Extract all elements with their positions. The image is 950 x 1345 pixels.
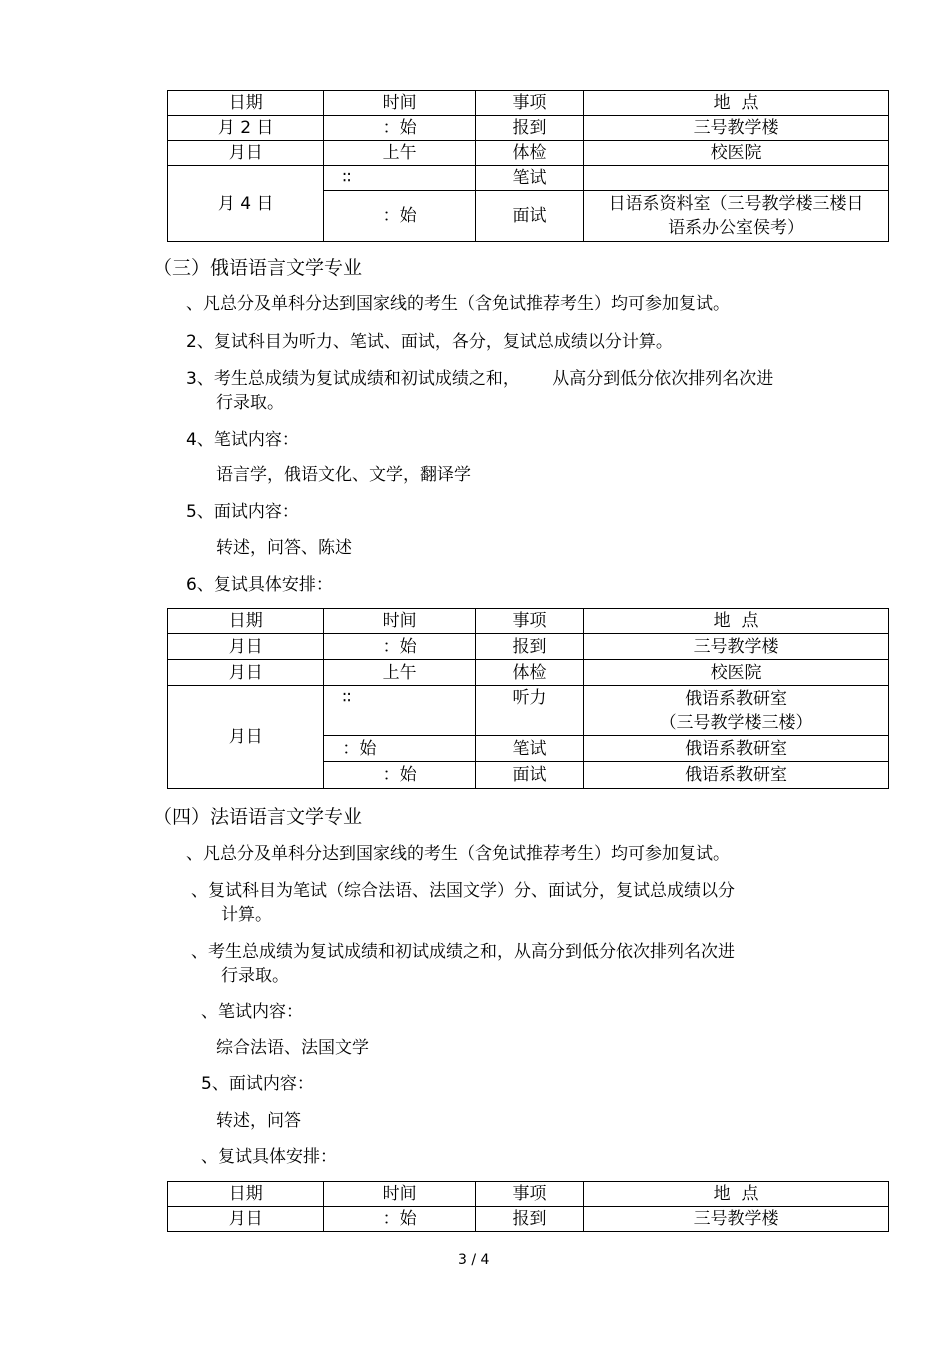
cell-place: 俄语系教研室 bbox=[584, 762, 889, 789]
cell-date: 月日 bbox=[168, 686, 324, 789]
cell-time: ：始 bbox=[324, 762, 475, 789]
section-3-item-4: 4、笔试内容： bbox=[186, 430, 299, 450]
table-header-row bbox=[168, 609, 889, 634]
cell-place: 日语系资料室（三号教学楼三楼日语系办公室侯考） bbox=[584, 191, 889, 242]
cell-item: 听力 bbox=[475, 686, 583, 736]
header-time: 时间 bbox=[324, 1182, 475, 1207]
section-4-item-1: 、凡总分及单科分达到国家线的考生（含免试推荐考生）均可参加复试。 bbox=[186, 844, 730, 864]
schedule-table-french bbox=[167, 1181, 889, 1232]
header-time: 时间 bbox=[324, 609, 475, 634]
header-item: 事项 bbox=[475, 609, 583, 634]
section-3-item-3: 3、考生总成绩为复试成绩和初试成绩之和， 从高分到低分依次排列名次进 bbox=[186, 369, 774, 389]
table-row bbox=[168, 1207, 889, 1232]
table-header-row bbox=[168, 1182, 889, 1207]
table-row bbox=[168, 116, 889, 141]
section-3-item-6: 6、复试具体安排： bbox=[186, 575, 333, 595]
section-4-written-content: 综合法语、法国文学 bbox=[216, 1038, 369, 1058]
cell-item: 报到 bbox=[475, 116, 583, 141]
cell-date: 月日 bbox=[168, 1207, 324, 1232]
header-date: 日期 bbox=[168, 91, 324, 116]
cell-place: 三号教学楼 bbox=[584, 634, 889, 660]
table-row bbox=[168, 141, 889, 166]
header-date: 日期 bbox=[168, 609, 324, 634]
cell-time: 上午 bbox=[324, 141, 475, 166]
cell-place: 校医院 bbox=[584, 660, 889, 686]
section-3-item-1: 、凡总分及单科分达到国家线的考生（含免试推荐考生）均可参加复试。 bbox=[186, 294, 730, 314]
schedule-table-japanese bbox=[167, 90, 889, 242]
section-4-item-5: 5、面试内容： bbox=[201, 1074, 314, 1094]
header-item: 事项 bbox=[475, 91, 583, 116]
section-4-item-3: 、考生总成绩为复试成绩和初试成绩之和，从高分到低分依次排列名次进 bbox=[191, 942, 735, 962]
table-row bbox=[168, 686, 889, 736]
cell-time: ∶∶ bbox=[324, 686, 475, 736]
cell-item: 报到 bbox=[475, 1207, 583, 1232]
cell-time: ：始 bbox=[324, 116, 475, 141]
header-date: 日期 bbox=[168, 1182, 324, 1207]
header-place: 地 点 bbox=[584, 609, 889, 634]
cell-place-group bbox=[584, 686, 889, 736]
section-4-item-3-cont: 行录取。 bbox=[221, 966, 289, 986]
cell-item: 体检 bbox=[475, 141, 583, 166]
cell-date: 月 4 日 bbox=[168, 166, 324, 242]
cell-item: 面试 bbox=[475, 191, 583, 242]
section-4-title: （四）法语语言文学专业 bbox=[153, 806, 363, 828]
section-4-item-4: 、笔试内容： bbox=[201, 1002, 303, 1022]
page-number: 3 / 4 bbox=[458, 1252, 490, 1268]
cell-place: 俄语系教研室 bbox=[584, 736, 889, 762]
cell-time: ∶∶ bbox=[324, 166, 475, 191]
cell-place: 校医院 bbox=[584, 141, 889, 166]
cell-place: 俄语系教研室 bbox=[685, 688, 788, 709]
cell-date: 月日 bbox=[168, 141, 324, 166]
schedule-table-russian bbox=[167, 608, 889, 789]
cell-place bbox=[584, 166, 889, 191]
table-header-row bbox=[168, 91, 889, 116]
section-4-item-2-cont: 计算。 bbox=[221, 905, 272, 925]
cell-item: 体检 bbox=[475, 660, 583, 686]
section-3-item-3-cont: 行录取。 bbox=[216, 393, 284, 413]
cell-date: 月日 bbox=[168, 634, 324, 660]
section-3-written-content: 语言学，俄语文化、文学，翻译学 bbox=[216, 465, 471, 485]
cell-place-note: （三号教学楼三楼） bbox=[659, 712, 813, 733]
cell-date: 月日 bbox=[168, 660, 324, 686]
section-4-item-6: 、复试具体安排： bbox=[201, 1147, 337, 1167]
cell-item: 笔试 bbox=[475, 736, 583, 762]
cell-date: 月 2 日 bbox=[168, 116, 324, 141]
cell-time: ：始 bbox=[324, 191, 475, 242]
section-4-interview-content: 转述，问答 bbox=[216, 1111, 301, 1131]
header-item: 事项 bbox=[475, 1182, 583, 1207]
header-time: 时间 bbox=[324, 91, 475, 116]
cell-place: 三号教学楼 bbox=[584, 116, 889, 141]
table-row bbox=[168, 660, 889, 686]
table-row bbox=[168, 166, 889, 191]
cell-time: 上午 bbox=[324, 660, 475, 686]
cell-item: 笔试 bbox=[475, 166, 583, 191]
section-4-item-2: 、复试科目为笔试（综合法语、法国文学）分、面试分，复试总成绩以分 bbox=[191, 881, 735, 901]
section-3-item-5: 5、面试内容： bbox=[186, 502, 299, 522]
cell-time: ：始 bbox=[324, 634, 475, 660]
cell-item: 报到 bbox=[475, 634, 583, 660]
cell-place: 三号教学楼 bbox=[584, 1207, 889, 1232]
header-place: 地 点 bbox=[584, 91, 889, 116]
section-3-item-2: 2、复试科目为听力、笔试、面试，各分，复试总成绩以分计算。 bbox=[186, 332, 673, 352]
section-3-title: （三）俄语语言文学专业 bbox=[153, 257, 363, 279]
cell-item: 面试 bbox=[475, 762, 583, 789]
header-place: 地 点 bbox=[584, 1182, 889, 1207]
cell-time: ：始 bbox=[324, 1207, 475, 1232]
cell-time: ：始 bbox=[324, 736, 475, 762]
section-3-interview-content: 转述，问答、陈述 bbox=[216, 538, 352, 558]
table-row bbox=[168, 634, 889, 660]
